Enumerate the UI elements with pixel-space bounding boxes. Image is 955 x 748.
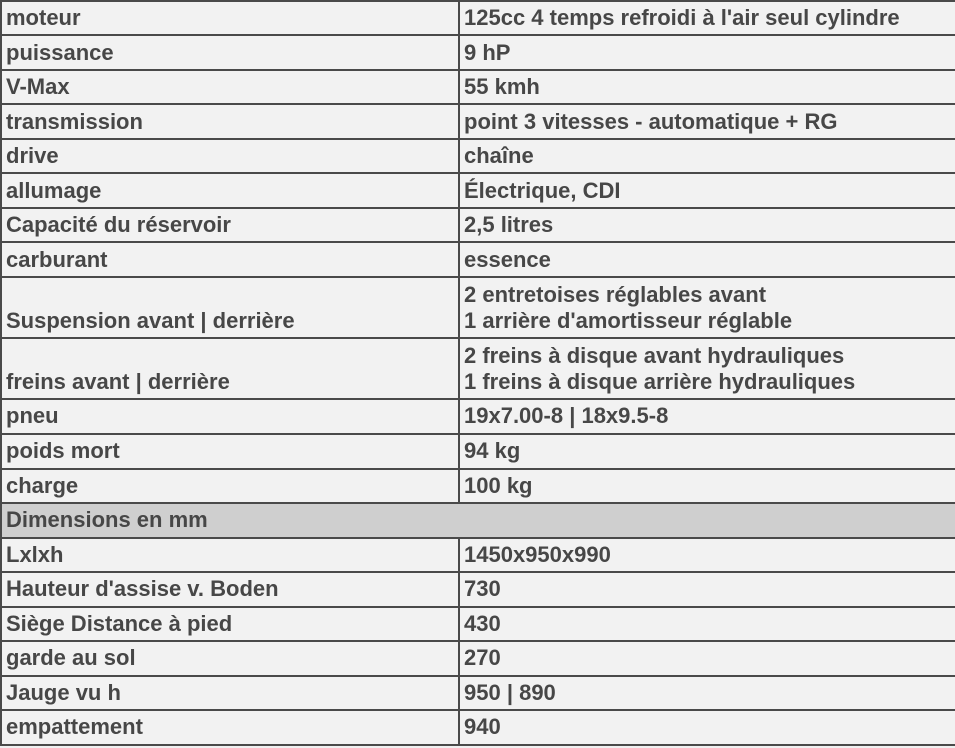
dim-value-jauge: 950 | 890 — [459, 676, 955, 710]
spec-label-transmission: transmission — [1, 104, 459, 139]
spec-value-transmission: point 3 vitesses - automatique + RG — [459, 104, 955, 139]
table-row — [1, 338, 955, 399]
table-row — [1, 434, 955, 469]
spec-label-moteur: moteur — [1, 1, 459, 35]
spec-label-pneu: pneu — [1, 399, 459, 433]
spec-value-allumage: Électrique, CDI — [459, 173, 955, 208]
table-row — [1, 572, 955, 607]
spec-value-charge: 100 kg — [459, 469, 955, 503]
dim-label-jauge: Jauge vu h — [1, 676, 459, 710]
table-row — [1, 1, 955, 35]
spec-value-vmax: 55 kmh — [459, 70, 955, 104]
dim-label-empattement: empattement — [1, 710, 459, 745]
spec-label-poids-mort: poids mort — [1, 434, 459, 469]
table-row — [1, 104, 955, 139]
table-row — [1, 641, 955, 676]
spec-value-moteur: 125cc 4 temps refroidi à l'air seul cylindre — [459, 1, 955, 35]
table-row — [1, 469, 955, 503]
dim-label-hauteur-assise: Hauteur d'assise v. Boden — [1, 572, 459, 607]
table-row — [1, 710, 955, 745]
spec-value-carburant: essence — [459, 242, 955, 277]
specifications-body — [1, 1, 955, 745]
spec-value-suspension — [459, 277, 955, 338]
table-row — [1, 35, 955, 70]
spec-value-puissance: 9 hP — [459, 35, 955, 70]
table-row — [1, 139, 955, 173]
dim-value-garde-au-sol: 270 — [459, 641, 955, 676]
spec-label-drive: drive — [1, 139, 459, 173]
spec-value-drive: chaîne — [459, 139, 955, 173]
spec-label-puissance: puissance — [1, 35, 459, 70]
dim-label-siege-distance: Siège Distance à pied — [1, 607, 459, 641]
spec-value-line: 2 freins à disque avant hydrauliques — [464, 342, 845, 368]
dim-label-garde-au-sol: garde au sol — [1, 641, 459, 676]
dim-label-lxlxh: Lxlxh — [1, 538, 459, 572]
section-header-row — [1, 503, 955, 538]
spec-label-suspension: Suspension avant | derrière — [1, 277, 459, 338]
spec-value-reservoir: 2,5 litres — [459, 208, 955, 242]
spec-label-reservoir: Capacité du réservoir — [1, 208, 459, 242]
dim-value-siege-distance: 430 — [459, 607, 955, 641]
table-row — [1, 208, 955, 242]
table-row — [1, 173, 955, 208]
spec-label-carburant: carburant — [1, 242, 459, 277]
table-row — [1, 277, 955, 338]
spec-value-freins — [459, 338, 955, 399]
dimensions-section-header: Dimensions en mm — [1, 503, 955, 538]
spec-value-poids-mort: 94 kg — [459, 434, 955, 469]
table-row — [1, 399, 955, 433]
dim-value-lxlxh: 1450x950x990 — [459, 538, 955, 572]
spec-label-allumage: allumage — [1, 173, 459, 208]
table-row — [1, 607, 955, 641]
table-row — [1, 676, 955, 710]
table-row — [1, 242, 955, 277]
table-row — [1, 70, 955, 104]
spec-value-line: 1 arrière d'amortisseur réglable — [464, 307, 793, 333]
spec-label-vmax: V-Max — [1, 70, 459, 104]
spec-value-pneu: 19x7.00-8 | 18x9.5-8 — [459, 399, 955, 433]
spec-label-freins: freins avant | derrière — [1, 338, 459, 399]
spec-label-charge: charge — [1, 469, 459, 503]
spec-value-line: 2 entretoises réglables avant — [464, 281, 767, 307]
spec-value-line: 1 freins à disque arrière hydrauliques — [464, 368, 856, 394]
dim-value-hauteur-assise: 730 — [459, 572, 955, 607]
table-row — [1, 538, 955, 572]
dim-value-empattement: 940 — [459, 710, 955, 745]
